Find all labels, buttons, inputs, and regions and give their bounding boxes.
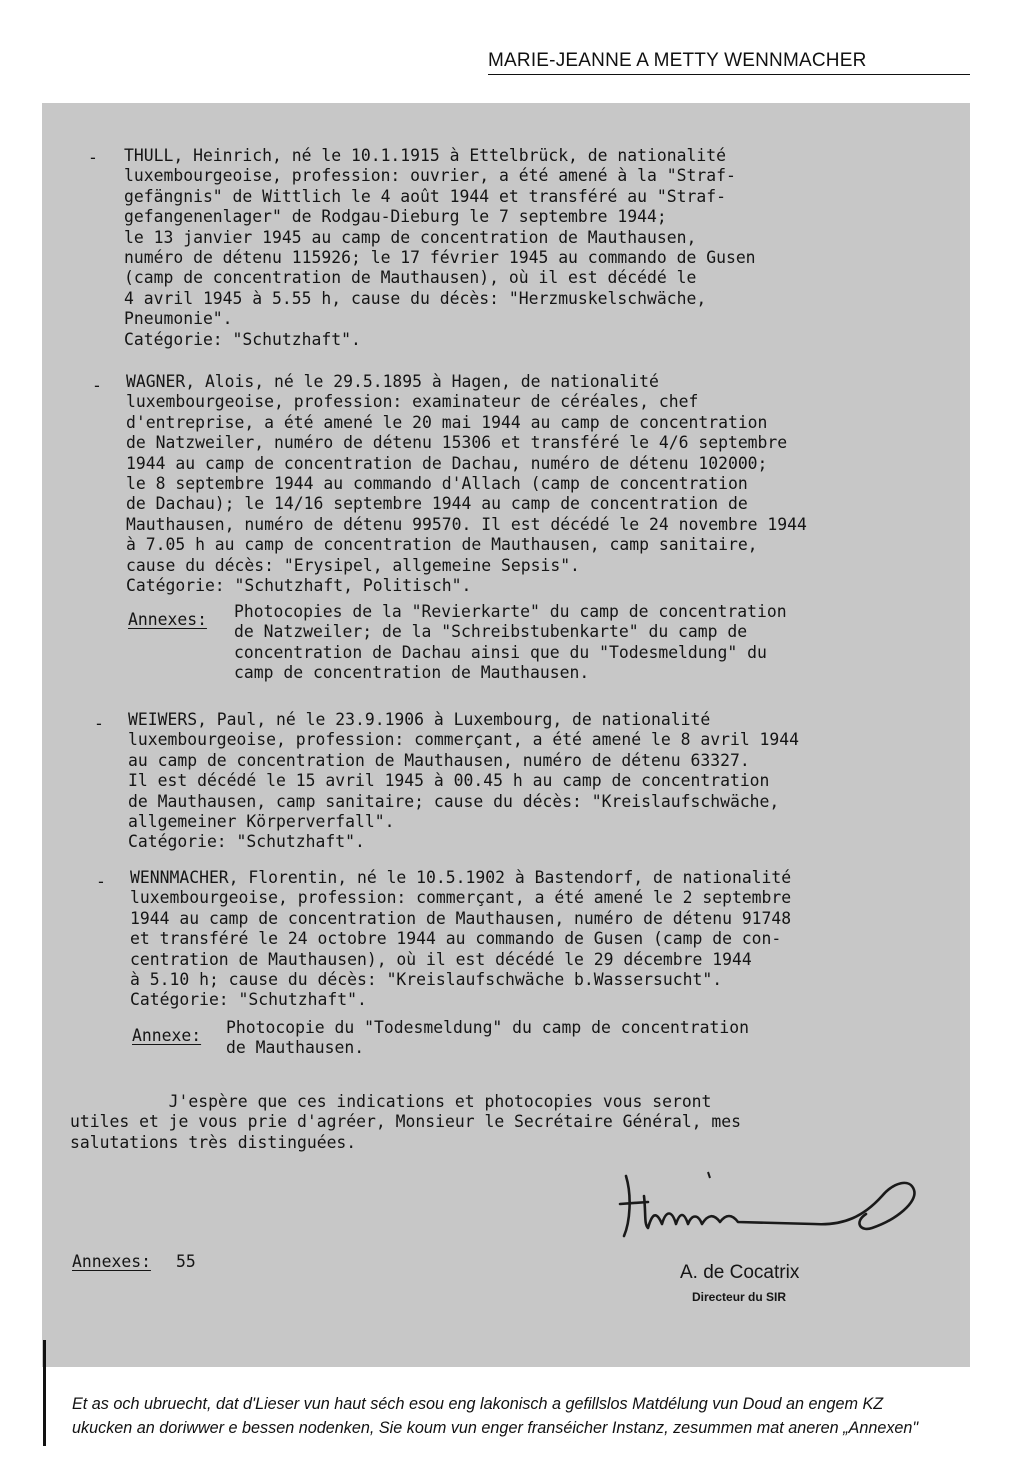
entry-dash: - <box>96 872 106 891</box>
footer-annexes-label: Annexes: <box>72 1252 151 1271</box>
closing-paragraph: J'espère que ces indications et photocopies vous seront utiles et je vous prie d'agréer, Monsieur le Secrétaire Général, mes salutations très distinguées. <box>70 1092 742 1152</box>
entry-wagner: WAGNER, Alois, né le 29.5.1895 à Hagen, de nationalité luxembourgeoise, profession: examinateur de céréales, chef d'entreprise, a été amené le 20 mai 1944 au camp de concentration de Natzweiler, numéro de détenu 15306 et transféré le 4/6 septembre 1944 au camp de concentration de Dachau, numéro de détenu 102000; le 8 septembre 1944 au commando d'Allach (camp de concentration de Dachau); le 14/16 septembre 1944 au camp de concentration de Mauthausen, numéro de détenu 99570. Il est décédé le 24 novembre 1944 à 7.05 h au camp de concentration de Mauthausen, camp sanitaire, cause du décès: "Erysipel, allgemeine Sepsis". Catégorie: "Schutzhaft, Politisch". <box>126 372 807 596</box>
entry-thull: THULL, Heinrich, né le 10.1.1915 à Ettelbrück, de nationalité luxembourgeoise, profession: ouvrier, a été amené à la "Straf- gefängnis" de Wittlich le 4 août 1944 et transféré au "Straf- gefangenenlager" de Rodgau-Dieburg le 7 septembre 1944; le 13 janvier 1945 au camp de concentration de Mauthausen, numéro de détenu 115926; le 17 février 1945 au commando de Gusen (camp de concentration de Mauthausen), où il est décédé le 4 avril 1945 à 5.55 h, cause du décès: "Herzmuskelschwäche, Pneumonie". Catégorie: "Schutzhaft". <box>124 146 756 349</box>
signer-title: Directeur du SIR <box>692 1290 787 1304</box>
annexe-wennmacher-text: Photocopie du "Todesmeldung" du camp de concentration de Mauthausen. <box>226 1018 750 1058</box>
entry-weiwers: WEIWERS, Paul, né le 23.9.1906 à Luxembourg, de nationalité luxembourgeoise, profession: commerçant, a été amené le 8 avril 1944 au camp de concentration de Mauthausen, numéro de détenu 63327. Il est décédé le 15 avril 1945 à 00.45 h au camp de concentration de Mauthausen, camp sanitaire; cause du décès: "Kreislaufschwäche, allgemeiner Körperverfall". Catégorie: "Schutzhaft". <box>128 710 800 852</box>
running-head: MARIE-JEANNE A METTY WENNMACHER <box>488 50 970 75</box>
entry-dash: - <box>94 714 104 733</box>
caption-text: Et as och ubruecht, dat d'Lieser vun haut séch esou eng lakonisch a gefillslos Matdélung vun Doud an engem KZ ukucken an doriwwer e bessen nodenken, Sie koum vun enger franséicher Instanz, zesummen mat aneren „Annexen" <box>72 1395 919 1437</box>
caption-rule <box>43 1340 46 1446</box>
footer-annexes-count: 55 <box>176 1252 196 1271</box>
entry-dash: - <box>92 376 102 395</box>
signer-name: A. de Cocatrix <box>680 1262 800 1283</box>
signature-mark <box>614 1166 924 1244</box>
annexe-label: Annexe: <box>132 1026 202 1045</box>
entry-wennmacher: WENNMACHER, Florentin, né le 10.5.1902 à Bastendorf, de nationalité luxembourgeoise, profession: commerçant, a été amené le 2 septembre 1944 au camp de concentration de Mauthausen, numéro de détenu 91748 et transféré le 24 octobre 1944 au commando de Gusen (camp de con- centration de Mauthausen), où il est décédé le 29 décembre 1944 à 5.10 h; cause du décès: "Kreislaufschwäche b.Wassersucht". Catégorie: "Schutzhaft". <box>130 868 792 1010</box>
annexes-label: Annexes: <box>128 610 207 629</box>
annexes-wagner-text: Photocopies de la "Revierkarte" du camp de concentration de Natzweiler; de la "Schreibstubenkarte" du camp de concentration de Dachau ainsi que du "Todesmeldung" du camp de concentration de Mauthausen. <box>234 602 787 683</box>
entry-dash: - <box>88 148 98 167</box>
